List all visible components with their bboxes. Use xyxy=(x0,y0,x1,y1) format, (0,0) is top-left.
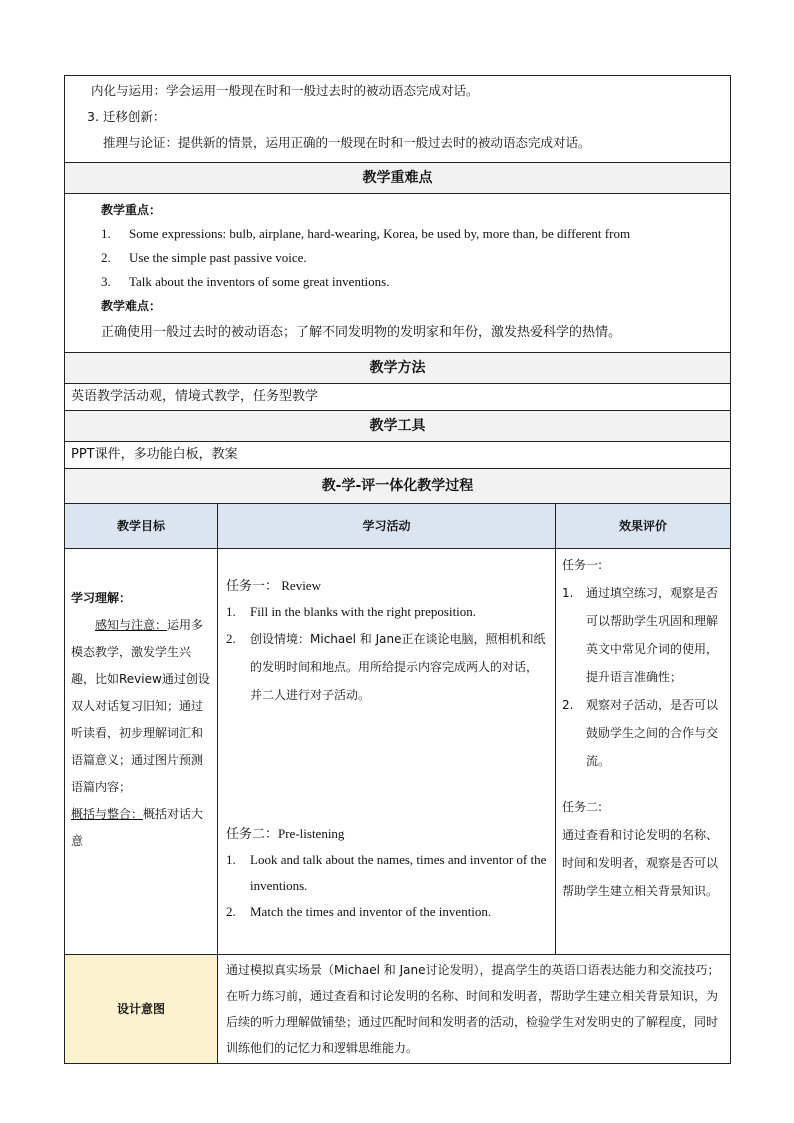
goal-line-reasoning: 推理与论证：提供新的情景，运用正确的一般现在时和一般过去时的被动语态完成对话。 xyxy=(103,135,591,150)
focus-item: 3. Talk about the inventors of some great inventions. xyxy=(101,274,390,289)
difficulty-text: 正确使用一般过去时的被动语态；了解不同发明物的发明家和年份，激发热爱科学的热情。 xyxy=(101,325,622,340)
lesson-table xyxy=(64,75,731,1064)
goal-title: 学习理解： xyxy=(71,591,132,605)
task1-item: 1. Fill in the blanks with the right preposition. xyxy=(226,604,477,619)
goal-summarize-text: 概括对话大意 xyxy=(71,807,204,848)
goal-summarize-label: 概括与整合： xyxy=(71,807,144,821)
goal-line-internalize: 内化与运用：学会运用一般现在时和一般过去时的被动语态完成对话。 xyxy=(91,83,479,98)
eval-cell xyxy=(556,549,731,955)
task2-item: 1. Look and talk about the names, times and inventor of the inventions. xyxy=(226,852,547,893)
focus-item: 1. Some expressions: bulb, airplane, hard-wearing, Korea, be used by, more than, be different from xyxy=(101,226,631,241)
goal-cell xyxy=(65,549,218,955)
col-header-activity: 学习活动 xyxy=(218,504,556,549)
eval2-title: 任务二: xyxy=(562,800,603,814)
eval1-item: 1. 通过填空练习，观察是否可以帮助学生巩固和理解英文中常见介词的使用，提升语言准确性； xyxy=(562,586,719,684)
eval1-title: 任务一: xyxy=(562,558,603,572)
focus-label: 教学重点： xyxy=(101,203,162,217)
design-intent-cell xyxy=(218,955,731,1064)
difficulty-label: 教学难点： xyxy=(101,299,162,313)
col-header-goal: 教学目标 xyxy=(65,504,218,549)
goals-tail-cell xyxy=(65,76,731,163)
activity-cell xyxy=(218,549,556,955)
design-intent-text: 通过模拟真实场景（Michael 和 Jane讨论发明），提高学生的英语口语表达能力和交流技巧；在听力练习前，通过查看和讨论发明的名称、时间和发明者，帮助学生建立相关背景知识，为后续的听力理解做铺垫；通过匹配时间和发明者的活动，检验学生对发明史的了解程度，同时训练他们的记忆力和逻辑思维能力。 xyxy=(226,963,720,1055)
task2-title: 任务二：Pre-listening xyxy=(226,826,345,841)
focus-item: 2. Use the simple past passive voice. xyxy=(101,250,307,265)
design-intent-label: 设计意图 xyxy=(65,955,218,1064)
eval2-text: 通过查看和讨论发明的名称、时间和发明者，观察是否可以帮助学生建立相关背景知识。 xyxy=(562,828,719,898)
methods-header: 教学方法 xyxy=(65,353,731,384)
key-points-cell xyxy=(65,194,731,353)
task1-item: 2. 创设情境：Michael 和 Jane正在谈论电脑，照相机和纸的发明时间和地点。用所给提示内容完成两人的对话，并二人进行对子活动。 xyxy=(226,631,546,702)
tools-header: 教学工具 xyxy=(65,411,731,442)
tools-text: PPT课件，多功能白板，教案 xyxy=(65,442,731,469)
goal-perceive-text: 运用多模态教学，激发学生兴趣，比如Review通过创设双人对话复习旧知；通过听读看，初步理解词汇和语篇意义；通过图片预测语篇内容； xyxy=(71,618,210,794)
goal-perceive-label: 感知与注意： xyxy=(95,618,168,632)
task2-item: 2. Match the times and inventor of the invention. xyxy=(226,904,492,919)
eval1-item: 2. 观察对子活动，是否可以鼓励学生之间的合作与交流。 xyxy=(562,698,719,768)
key-points-header: 教学重难点 xyxy=(65,163,731,194)
lesson-plan xyxy=(64,75,730,1064)
task1-title: 任务一： Review xyxy=(226,578,321,593)
process-header: 教-学-评一体化教学过程 xyxy=(65,469,731,504)
goal-line-transfer-title: 3. 迁移创新： xyxy=(87,109,166,124)
methods-text: 英语教学活动观，情境式教学，任务型教学 xyxy=(65,384,731,411)
col-header-eval: 效果评价 xyxy=(556,504,731,549)
